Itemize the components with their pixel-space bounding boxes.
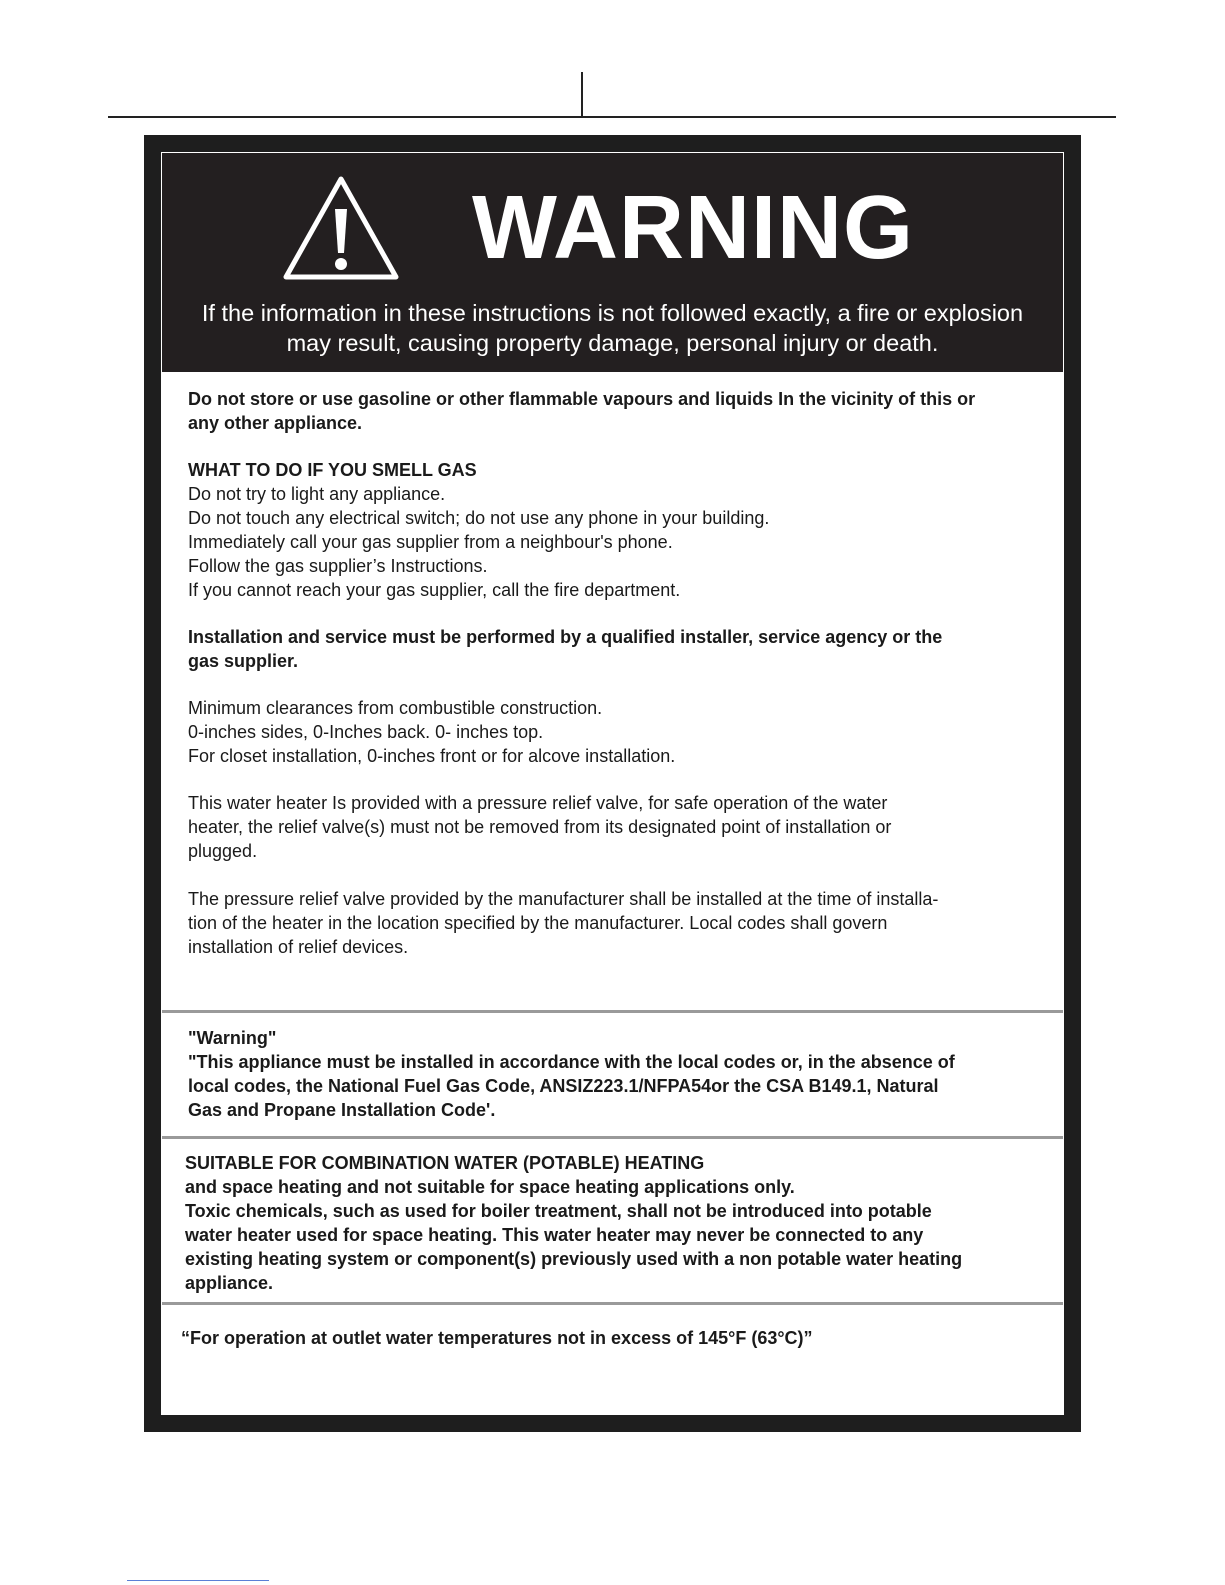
clearance-item: Minimum clearances from combustible construction. [188,698,603,718]
codes-warning-line: local codes, the National Fuel Gas Code, ANSIZ223.1/NFPA54or the CSA B149.1, Natural [188,1076,939,1096]
codes-warning-line: "This appliance must be installed in accordance with the local codes or, in the absence of [188,1052,955,1072]
combination-line: water heater used for space heating. This water heater may never be connected to any [185,1225,924,1245]
section-divider [162,1010,1063,1013]
warning-subtext-line: may result, causing property damage, personal injury or death. [286,330,939,356]
temperature-notice [181,1326,1041,1350]
relief-valve-line: This water heater Is provided with a pressure relief valve, for safe operation of the water [188,793,888,813]
combination-heating-section [185,1151,1045,1295]
section-divider [162,1302,1063,1305]
warning-subtext [162,298,1063,358]
section-divider [162,1136,1063,1139]
combination-line: SUITABLE FOR COMBINATION WATER (POTABLE) HEATING [185,1153,705,1173]
codes-warning-line: Gas and Propane Installation Code'. [188,1100,496,1120]
clearances-section [188,696,1048,768]
temperature-text: “For operation at outlet water temperatures not in excess of 145°F (63°C)” [181,1328,813,1348]
clearance-item: For closet installation, 0-inches front or for alcove installation. [188,746,676,766]
relief-valve-line: plugged. [188,841,258,861]
manufacturer-valve-section [188,887,1048,959]
combination-line: Toxic chemicals, such as used for boiler treatment, shall not be introduced into potable [185,1201,932,1221]
smell-gas-item: If you cannot reach your gas supplier, call the fire department. [188,580,681,600]
installation-line: Installation and service must be performed by a qualified installer, service agency or the [188,627,943,647]
warning-subtext-line: If the information in these instructions is not followed exactly, a fire or explosion [201,300,1024,326]
notice-line: any other appliance. [188,413,363,433]
combination-line: and space heating and not suitable for space heating applications only. [185,1177,795,1197]
relief-valve-line: heater, the relief valve(s) must not be removed from its designated point of installation or [188,817,892,837]
manufacturer-valve-line: installation of relief devices. [188,937,409,957]
codes-warning-line: "Warning" [188,1028,277,1048]
smell-gas-heading: WHAT TO DO IF YOU SMELL GAS [188,460,477,480]
header-tick [581,72,583,117]
warning-title: WARNING [472,178,914,278]
relief-valve-section [188,791,1048,863]
manufacturer-valve-line: The pressure relief valve provided by the manufacturer shall be installed at the time of installa- [188,889,939,909]
smell-gas-section [188,458,1048,602]
footer-link-rule [127,1580,269,1581]
manufacturer-valve-line: tion of the heater in the location specified by the manufacturer. Local codes shall govern [188,913,888,933]
clearance-item: 0-inches sides, 0-Inches back. 0- inches top. [188,722,544,742]
codes-warning-section [188,1026,1048,1122]
smell-gas-item: Immediately call your gas supplier from a neighbour's phone. [188,532,673,552]
combination-line: existing heating system or component(s) previously used with a non potable water heating [185,1249,963,1269]
header-rule [108,116,1116,118]
installation-notice [188,625,1048,673]
installation-line: gas supplier. [188,651,299,671]
warning-triangle-icon [280,173,402,283]
notice-line: Do not store or use gasoline or other flammable vapours and liquids In the vicinity of this or [188,389,976,409]
smell-gas-item: Do not touch any electrical switch; do not use any phone in your building. [188,508,770,528]
flammable-vapours-notice [188,387,1048,435]
smell-gas-item: Do not try to light any appliance. [188,484,446,504]
smell-gas-item: Follow the gas supplier’s Instructions. [188,556,488,576]
warning-banner [162,153,1063,372]
combination-line: appliance. [185,1273,274,1293]
